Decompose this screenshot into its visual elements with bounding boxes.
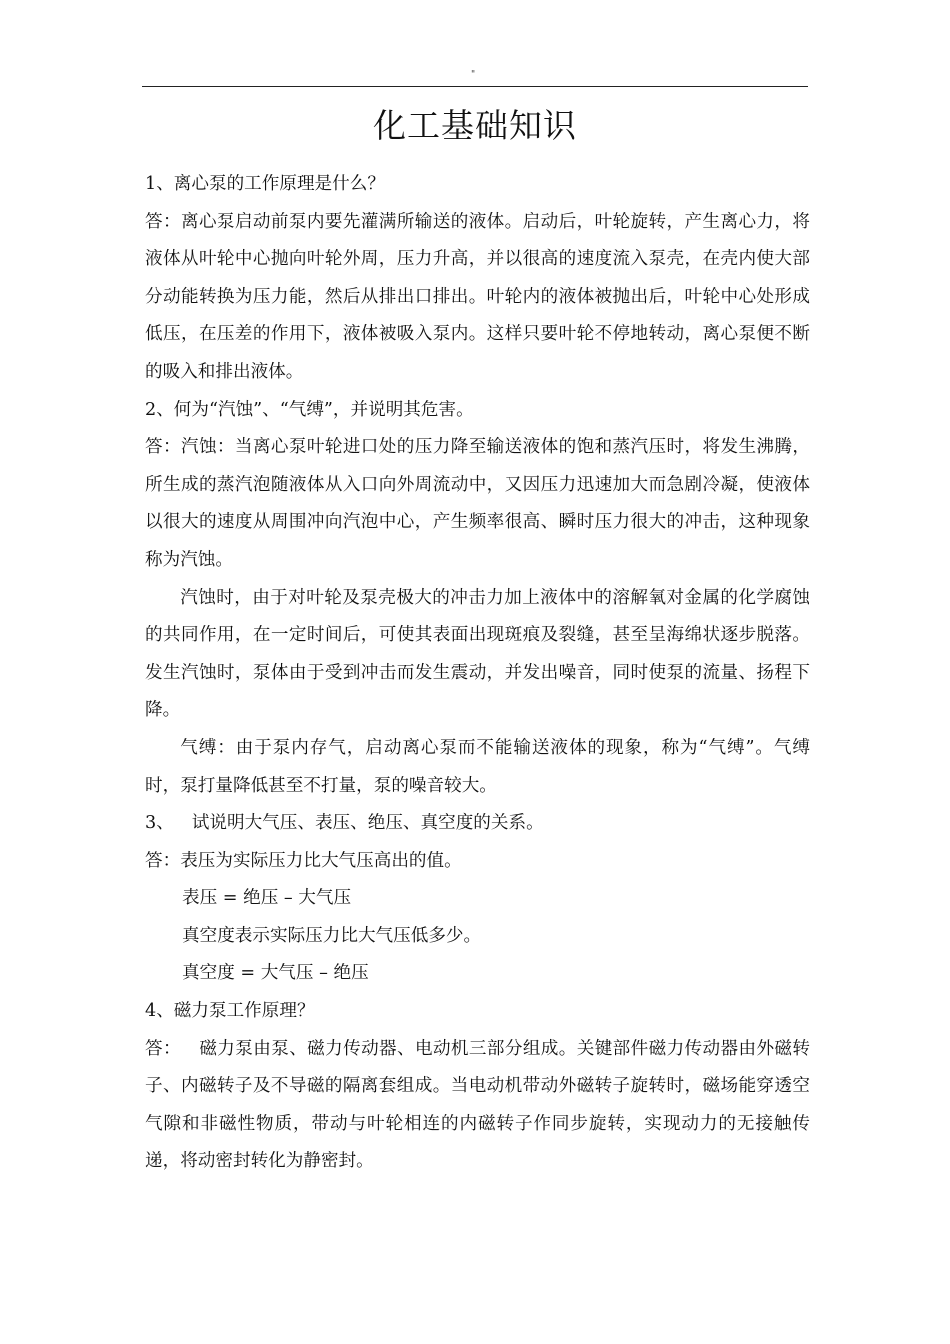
- document-body: [145, 166, 810, 1181]
- q3-formula-vacuum: 真空度 = 大气压 – 绝压: [182, 963, 369, 984]
- q2-question: 2、何为“汽蚀”、“气缚”，并说明其危害。: [145, 399, 474, 420]
- header-mark: ": [471, 70, 476, 80]
- q3-formula-gauge: 表压 = 绝压 – 大气压: [182, 888, 352, 909]
- q4-answer: 磁力泵由泵、磁力传动器、电动机三部分组成。关键部件磁力传动器由外磁转子、内磁转子及不导磁的隔离套组成。当电动机带动外磁转子旋转时，磁场能穿透空气隙和非磁性物质，带动与叶轮相连的内磁转子作同步旋转，实现动力的无接触传递，将动密封转化为静密封。: [145, 1038, 810, 1172]
- q4-answer-prefix: 答：: [145, 1038, 181, 1059]
- q3-answer: 答：表压为实际压力比大气压高出的值。: [145, 850, 462, 871]
- page-title: 化工基础知识: [373, 106, 577, 145]
- q2-answer: 答：汽蚀：当离心泵叶轮进口处的压力降至输送液体的饱和蒸汽压时，将发生沸腾，所生成的蒸汽泡随液体从入口向外周流动中，又因压力迅速加大而急剧冷凝，使液体以很大的速度从周围冲向汽泡中心，产生频率很高、瞬时压力很大的冲击，这种现象称为汽蚀。: [145, 437, 810, 570]
- q1-answer: 答：离心泵启动前泵内要先灌满所输送的液体。启动后，叶轮旋转，产生离心力，将液体从叶轮中心抛向叶轮外周，压力升高，并以很高的速度流入泵壳，在壳内使大部分动能转换为压力能，然后从排出口排出。叶轮内的液体被抛出后，叶轮中心处形成低压，在压差的作用下，液体被吸入泵内。这样只要叶轮不停地转动，离心泵便不断的吸入和排出液体。: [145, 211, 810, 382]
- q3-question-line: [145, 805, 810, 843]
- q3-question: 试说明大气压、表压、绝压、真空度的关系。: [191, 813, 544, 834]
- q1-question: 1、离心泵的工作原理是什么？: [145, 174, 385, 194]
- q4-question: 4、磁力泵工作原理？: [145, 1001, 315, 1022]
- header-rule: [142, 86, 808, 87]
- q3-vacuum-definition: 真空度表示实际压力比大气压低多少。: [182, 925, 482, 946]
- q2-paragraph-cavitation-effects: 汽蚀时，由于对叶轮及泵壳极大的冲击力加上液体中的溶解氧对金属的化学腐蚀的共同作用，在一定时间后，可使其表面出现斑痕及裂缝，甚至呈海绵状逐步脱落。发生汽蚀时，泵体由于受到冲击而发生震动，并发出噪音，同时使泵的流量、扬程下降。: [145, 587, 810, 721]
- q4-answer-line: [145, 1031, 810, 1181]
- q3-number: 3、: [145, 813, 174, 834]
- q2-paragraph-air-binding: 气缚：由于泵内存气，启动离心泵而不能输送液体的现象，称为“气缚”。气缚时，泵打量降低甚至不打量，泵的噪音较大。: [145, 737, 810, 796]
